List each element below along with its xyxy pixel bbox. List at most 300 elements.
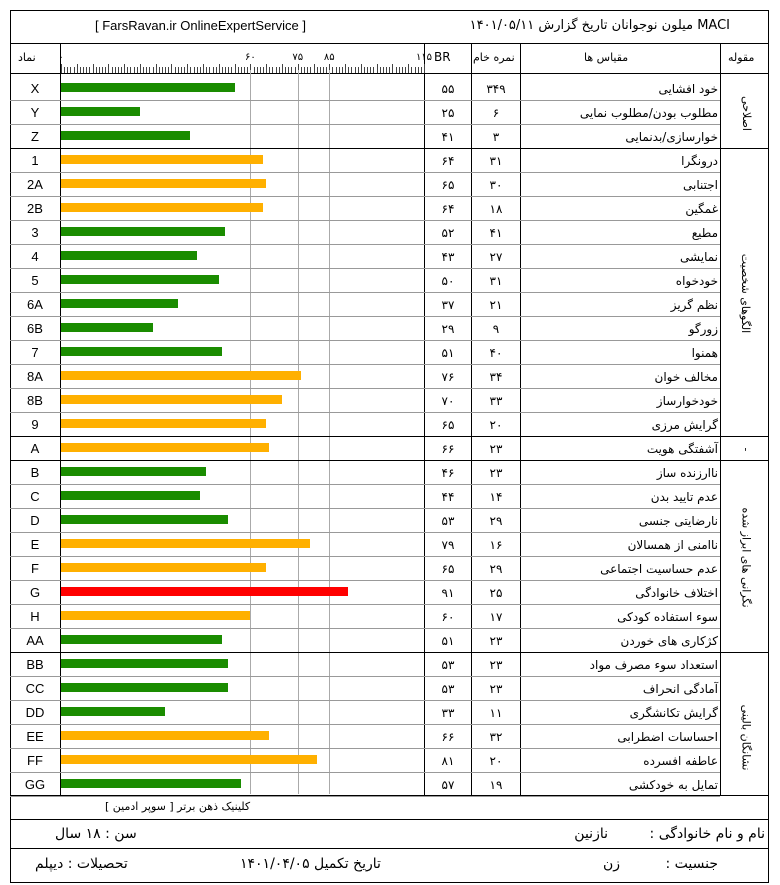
row-scale-name: عدم تایید بدن <box>650 490 718 504</box>
score-bar <box>61 227 225 236</box>
row-divider <box>10 556 720 557</box>
axis-minor-tick <box>355 67 356 73</box>
row-scale-name: استعداد سوء مصرف مواد <box>589 658 718 672</box>
axis-minor-tick <box>386 67 387 73</box>
row-br-score: ۲۵ <box>441 106 455 120</box>
axis-minor-tick <box>70 67 71 73</box>
axis-minor-tick <box>288 67 289 73</box>
axis-minor-tick <box>254 67 255 73</box>
name-value: نازنین <box>574 826 608 842</box>
row-scale-name: نمایشی <box>680 250 718 264</box>
row-code: E <box>30 537 40 552</box>
axis-minor-tick <box>241 67 242 73</box>
row-scale-name: نظم گریز <box>670 298 718 312</box>
score-bar <box>61 755 317 764</box>
group-divider <box>10 436 769 437</box>
axis-minor-tick <box>339 67 340 73</box>
axis-minor-tick <box>124 64 125 73</box>
axis-minor-tick <box>304 67 305 73</box>
row-br-score: ۶۵ <box>441 178 455 192</box>
row-divider <box>10 700 720 701</box>
axis-minor-tick <box>219 64 220 73</box>
axis-minor-tick <box>64 67 65 73</box>
score-bar <box>61 731 269 740</box>
row-raw-score: ۱۱ <box>489 706 503 720</box>
row-code: 6A <box>27 297 43 312</box>
category-label <box>722 437 770 461</box>
row-br-score: ۶۶ <box>441 442 455 456</box>
row-scale-name: آمادگی انحراف <box>642 682 718 696</box>
row-divider <box>10 676 720 677</box>
table-bottom-line <box>10 795 769 796</box>
score-bar <box>61 419 266 428</box>
score-bar <box>61 107 140 116</box>
row-raw-score: ۳۳ <box>489 394 503 408</box>
row-raw-score: ۲۳ <box>489 442 503 456</box>
axis-minor-tick <box>345 64 346 73</box>
axis-tick-label: ۰ <box>58 52 64 63</box>
row-divider <box>10 388 720 389</box>
row-raw-score: ۱۶ <box>489 538 503 552</box>
axis-minor-tick <box>99 67 100 73</box>
row-raw-score: ۲۳ <box>489 634 503 648</box>
col-name-header: مقیاس ها <box>584 51 629 64</box>
axis-minor-tick <box>276 67 277 73</box>
row-code: FF <box>27 753 43 768</box>
footer-divider-1 <box>10 819 769 820</box>
axis-minor-tick <box>247 67 248 73</box>
axis-minor-tick <box>367 67 368 73</box>
row-br-score: ۵۱ <box>441 346 455 360</box>
row-raw-score: ۳۰ <box>489 178 503 192</box>
row-raw-score: ۱۷ <box>489 610 503 624</box>
row-scale-name: مخالف خوان <box>654 370 718 384</box>
axis-minor-tick <box>235 64 236 73</box>
category-label-text: نگرانی های ابراز شده <box>739 506 753 608</box>
axis-minor-tick <box>197 67 198 73</box>
axis-minor-tick <box>231 67 232 73</box>
axis-minor-tick <box>181 67 182 73</box>
axis-minor-tick <box>238 67 239 73</box>
row-scale-name: آشفتگی هویت <box>646 442 718 456</box>
axis-minor-tick <box>408 64 409 73</box>
axis-minor-tick <box>392 64 393 73</box>
axis-minor-tick <box>118 67 119 73</box>
axis-minor-tick <box>108 64 109 73</box>
row-scale-name: همنوا <box>691 346 718 360</box>
axis-minor-tick <box>269 67 270 73</box>
row-raw-score: ۲۰ <box>489 754 503 768</box>
col-category-header: مقوله <box>728 51 755 64</box>
axis-minor-tick <box>194 67 195 73</box>
row-divider <box>10 796 720 797</box>
score-bar <box>61 659 228 668</box>
axis-minor-tick <box>421 67 422 73</box>
axis-minor-tick <box>137 67 138 73</box>
row-code: 2B <box>27 201 43 216</box>
row-raw-score: ۲۳ <box>489 658 503 672</box>
axis-gridline <box>298 70 299 794</box>
axis-minor-tick <box>310 67 311 73</box>
score-bar <box>61 155 263 164</box>
axis-minor-tick <box>336 67 337 73</box>
axis-minor-tick <box>373 67 374 73</box>
axis-minor-tick <box>377 64 378 73</box>
group-divider <box>10 652 769 653</box>
row-scale-name: احساسات اضطرابی <box>617 730 718 744</box>
header-left: [ FarsRavan.ir OnlineExpertService ] <box>95 18 306 33</box>
row-raw-score: ۱۹ <box>489 778 503 792</box>
axis-minor-tick <box>89 67 90 73</box>
axis-minor-tick <box>80 67 81 73</box>
row-scale-name: خوارسازی/بدنمایی <box>625 130 718 144</box>
axis-minor-tick <box>127 67 128 73</box>
row-scale-name: نارضایتی جنسی <box>638 514 718 528</box>
row-raw-score: ۳۱ <box>489 154 503 168</box>
axis-minor-tick <box>332 67 333 73</box>
axis-minor-tick <box>351 67 352 73</box>
row-code: X <box>30 81 40 96</box>
row-raw-score: ۲۷ <box>489 250 503 264</box>
row-br-score: ۵۱ <box>441 634 455 648</box>
category-label-text: - <box>739 447 753 451</box>
axis-minor-tick <box>165 67 166 73</box>
row-scale-name: خودخواه <box>675 274 718 288</box>
row-scale-name: مطلوب بودن/مطلوب نمایی <box>579 106 718 120</box>
col-raw-header: نمره خام <box>473 51 515 64</box>
age-value: سن : ۱۸ سال <box>55 826 137 842</box>
axis-gridline <box>329 70 330 794</box>
row-br-score: ۴۱ <box>441 130 455 144</box>
axis-minor-tick <box>320 67 321 73</box>
axis-minor-tick <box>112 67 113 73</box>
row-code: 5 <box>31 273 39 288</box>
score-bar <box>61 539 310 548</box>
axis-minor-tick <box>149 67 150 73</box>
score-bar <box>61 683 228 692</box>
score-bar <box>61 275 219 284</box>
axis-minor-tick <box>396 67 397 73</box>
row-divider <box>10 364 720 365</box>
col-code-header: نماد <box>18 51 36 64</box>
score-bar <box>61 323 153 332</box>
row-code: D <box>30 513 40 528</box>
completion-date: تاریخ تکمیل ۱۴۰۱/۰۴/۰۵ <box>240 856 381 872</box>
row-divider <box>10 124 720 125</box>
row-scale-name: کژکاری های خوردن <box>620 634 718 648</box>
axis-minor-tick <box>93 64 94 73</box>
row-code: DD <box>25 705 45 720</box>
row-code: 9 <box>31 417 39 432</box>
score-bar <box>61 491 200 500</box>
group-divider <box>10 148 769 149</box>
axis-minor-tick <box>389 67 390 73</box>
row-raw-score: ۱۸ <box>489 202 503 216</box>
row-code: 6B <box>27 321 43 336</box>
score-bar <box>61 611 250 620</box>
row-divider <box>10 604 720 605</box>
row-scale-name: عدم حساسیت اجتماعی <box>600 562 718 576</box>
axis-minor-tick <box>266 64 267 73</box>
row-br-score: ۲۹ <box>441 322 455 336</box>
axis-minor-tick <box>317 67 318 73</box>
score-bar <box>61 395 282 404</box>
row-raw-score: ۳ <box>492 130 500 144</box>
score-bar <box>61 467 206 476</box>
axis-minor-tick <box>115 67 116 73</box>
row-raw-score: ۲۳ <box>489 466 503 480</box>
row-br-score: ۵۲ <box>441 226 455 240</box>
row-raw-score: ۲۳ <box>489 682 503 696</box>
score-bar <box>61 83 235 92</box>
row-scale-name: خود افشایی <box>658 82 718 96</box>
axis-minor-tick <box>159 67 160 73</box>
axis-minor-tick <box>228 67 229 73</box>
row-divider <box>10 340 720 341</box>
axis-minor-tick <box>153 67 154 73</box>
row-divider <box>10 748 720 749</box>
column-header-divider <box>10 73 769 74</box>
score-bar <box>61 587 348 596</box>
row-code: AA <box>26 633 44 648</box>
axis-tick-label: ۶۰ <box>245 52 256 63</box>
score-bar <box>61 251 197 260</box>
row-divider <box>10 628 720 629</box>
row-code: CC <box>25 681 45 696</box>
gender-label: جنسیت : <box>665 856 718 872</box>
axis-minor-tick <box>171 64 172 73</box>
row-raw-score: ۲۱ <box>489 298 503 312</box>
axis-minor-tick <box>74 67 75 73</box>
category-label <box>722 149 770 437</box>
row-divider <box>10 484 720 485</box>
row-code: Y <box>30 105 40 120</box>
row-br-score: ۵۳ <box>441 658 455 672</box>
row-code: 4 <box>31 249 39 264</box>
row-scale-name: خودخوارساز <box>656 394 718 408</box>
score-bar <box>61 635 222 644</box>
row-br-score: ۵۳ <box>441 682 455 696</box>
axis-minor-tick <box>301 67 302 73</box>
score-bar <box>61 179 266 188</box>
axis-minor-tick <box>168 67 169 73</box>
row-raw-score: ۹ <box>492 322 500 336</box>
row-code: 8B <box>27 393 43 408</box>
row-code: C <box>30 489 40 504</box>
axis-minor-tick <box>83 67 84 73</box>
row-br-score: ۵۳ <box>441 514 455 528</box>
score-bar <box>61 203 263 212</box>
axis-minor-tick <box>272 67 273 73</box>
score-bar <box>61 299 178 308</box>
row-code: 3 <box>31 225 39 240</box>
axis-minor-tick <box>358 67 359 73</box>
row-raw-score: ۳۱ <box>489 274 503 288</box>
axis-minor-tick <box>364 67 365 73</box>
axis-tick-label: ۷۵ <box>292 52 304 63</box>
col-br-header: BR <box>434 50 451 64</box>
row-br-score: ۷۶ <box>441 370 455 384</box>
axis-tick-label: ۸۵ <box>323 52 335 63</box>
axis-minor-tick <box>206 67 207 73</box>
axis-minor-tick <box>77 64 78 73</box>
axis-minor-tick <box>402 67 403 73</box>
axis-minor-tick <box>140 64 141 73</box>
row-br-score: ۵۷ <box>441 778 455 792</box>
row-scale-name: درونگرا <box>681 154 718 168</box>
row-code: 1 <box>31 153 39 168</box>
row-divider <box>10 100 720 101</box>
row-scale-name: تمایل به خودکشی <box>628 778 718 792</box>
axis-minor-tick <box>411 67 412 73</box>
row-code: F <box>31 561 39 576</box>
category-label-text: اصلاحی <box>739 95 753 131</box>
axis-minor-tick <box>86 67 87 73</box>
row-scale-name: عاطفه افسرده <box>643 754 718 768</box>
axis-minor-tick <box>424 64 425 73</box>
axis-minor-tick <box>96 67 97 73</box>
row-divider <box>10 172 720 173</box>
axis-minor-tick <box>291 67 292 73</box>
axis-minor-tick <box>213 67 214 73</box>
axis-minor-tick <box>143 67 144 73</box>
row-divider <box>10 412 720 413</box>
row-raw-score: ۳۴۹ <box>486 82 506 96</box>
row-divider <box>10 292 720 293</box>
row-br-score: ۷۰ <box>441 394 455 408</box>
axis-minor-tick <box>162 67 163 73</box>
axis-minor-tick <box>348 67 349 73</box>
score-bar <box>61 515 228 524</box>
axis-minor-tick <box>370 67 371 73</box>
row-code: G <box>29 585 41 600</box>
axis-minor-tick <box>405 67 406 73</box>
axis-minor-tick <box>200 67 201 73</box>
row-scale-name: اجتنابی <box>683 178 718 192</box>
footer-divider-2 <box>10 848 769 849</box>
axis-minor-tick <box>418 67 419 73</box>
row-br-score: ۴۳ <box>441 250 455 264</box>
axis-minor-tick <box>380 67 381 73</box>
divider-name <box>720 43 721 795</box>
row-divider <box>10 772 720 773</box>
row-raw-score: ۶ <box>492 106 500 120</box>
row-br-score: ۴۴ <box>441 490 455 504</box>
row-divider <box>10 580 720 581</box>
axis-minor-tick <box>307 67 308 73</box>
row-code: A <box>30 441 40 456</box>
gender-value: زن <box>602 856 620 872</box>
row-raw-score: ۲۰ <box>489 418 503 432</box>
header-divider <box>10 43 769 44</box>
row-code: H <box>30 609 40 624</box>
row-divider <box>10 268 720 269</box>
axis-minor-tick <box>175 67 176 73</box>
axis-minor-tick <box>121 67 122 73</box>
row-code: 7 <box>31 345 39 360</box>
axis-minor-tick <box>415 67 416 73</box>
axis-minor-tick <box>187 64 188 73</box>
row-raw-score: ۱۴ <box>489 490 503 504</box>
row-code: GG <box>24 777 46 792</box>
row-raw-score: ۲۹ <box>489 562 503 576</box>
category-label <box>722 77 770 149</box>
row-br-score: ۷۹ <box>441 538 455 552</box>
score-bar <box>61 347 222 356</box>
axis-minor-tick <box>383 67 384 73</box>
score-bar <box>61 131 190 140</box>
row-br-score: ۳۷ <box>441 298 455 312</box>
axis-minor-tick <box>285 67 286 73</box>
row-divider <box>10 724 720 725</box>
axis-minor-tick <box>209 67 210 73</box>
row-br-score: ۶۴ <box>441 202 455 216</box>
row-scale-name: مطیع <box>691 226 718 240</box>
axis-minor-tick <box>361 64 362 73</box>
score-bar <box>61 443 269 452</box>
axis-minor-tick <box>323 67 324 73</box>
axis-minor-tick <box>399 67 400 73</box>
row-divider <box>10 220 720 221</box>
row-br-score: ۶۰ <box>441 610 455 624</box>
row-code: Z <box>31 129 39 144</box>
row-scale-name: گرایش مرزی <box>651 418 718 432</box>
axis-minor-tick <box>61 64 62 73</box>
row-scale-name: سوء استفاده کودکی <box>617 610 718 624</box>
row-br-score: ۹۱ <box>441 586 455 600</box>
axis-minor-tick <box>326 67 327 73</box>
category-label <box>722 461 770 653</box>
axis-minor-tick <box>342 67 343 73</box>
row-br-score: ۶۵ <box>441 562 455 576</box>
axis-minor-tick <box>244 67 245 73</box>
axis-minor-tick <box>184 67 185 73</box>
axis-minor-tick <box>102 67 103 73</box>
axis-minor-tick <box>260 67 261 73</box>
row-raw-score: ۴۰ <box>489 346 503 360</box>
axis-minor-tick <box>178 67 179 73</box>
row-raw-score: ۳۴ <box>489 370 503 384</box>
axis-minor-tick <box>257 67 258 73</box>
row-scale-name: ناامنی از همسالان <box>627 538 718 552</box>
row-br-score: ۸۱ <box>441 754 455 768</box>
axis-minor-tick <box>263 67 264 73</box>
education-value: تحصیلات : دیپلم <box>35 856 128 872</box>
score-bar <box>61 779 241 788</box>
axis-minor-tick <box>282 64 283 73</box>
score-bar <box>61 371 301 380</box>
clinic-label: کلینیک ذهن برتر [ سوپر ادمین ] <box>105 800 251 813</box>
row-scale-name: ناارزنده ساز <box>656 466 718 480</box>
row-raw-score: ۳۲ <box>489 730 503 744</box>
axis-minor-tick <box>225 67 226 73</box>
row-raw-score: ۴۱ <box>489 226 503 240</box>
row-br-score: ۵۰ <box>441 274 455 288</box>
row-divider <box>10 508 720 509</box>
axis-tick-label: ۱۱۵ <box>415 52 433 63</box>
row-divider <box>10 316 720 317</box>
row-scale-name: اختلاف خانوادگی <box>635 586 718 600</box>
row-br-score: ۳۳ <box>441 706 455 720</box>
axis-minor-tick <box>222 67 223 73</box>
axis-minor-tick <box>203 64 204 73</box>
row-scale-name: زورگو <box>688 322 718 336</box>
row-scale-name: غمگین <box>685 202 718 216</box>
axis-minor-tick <box>146 67 147 73</box>
axis-minor-tick <box>216 67 217 73</box>
axis-minor-tick <box>130 67 131 73</box>
row-code: B <box>30 465 40 480</box>
